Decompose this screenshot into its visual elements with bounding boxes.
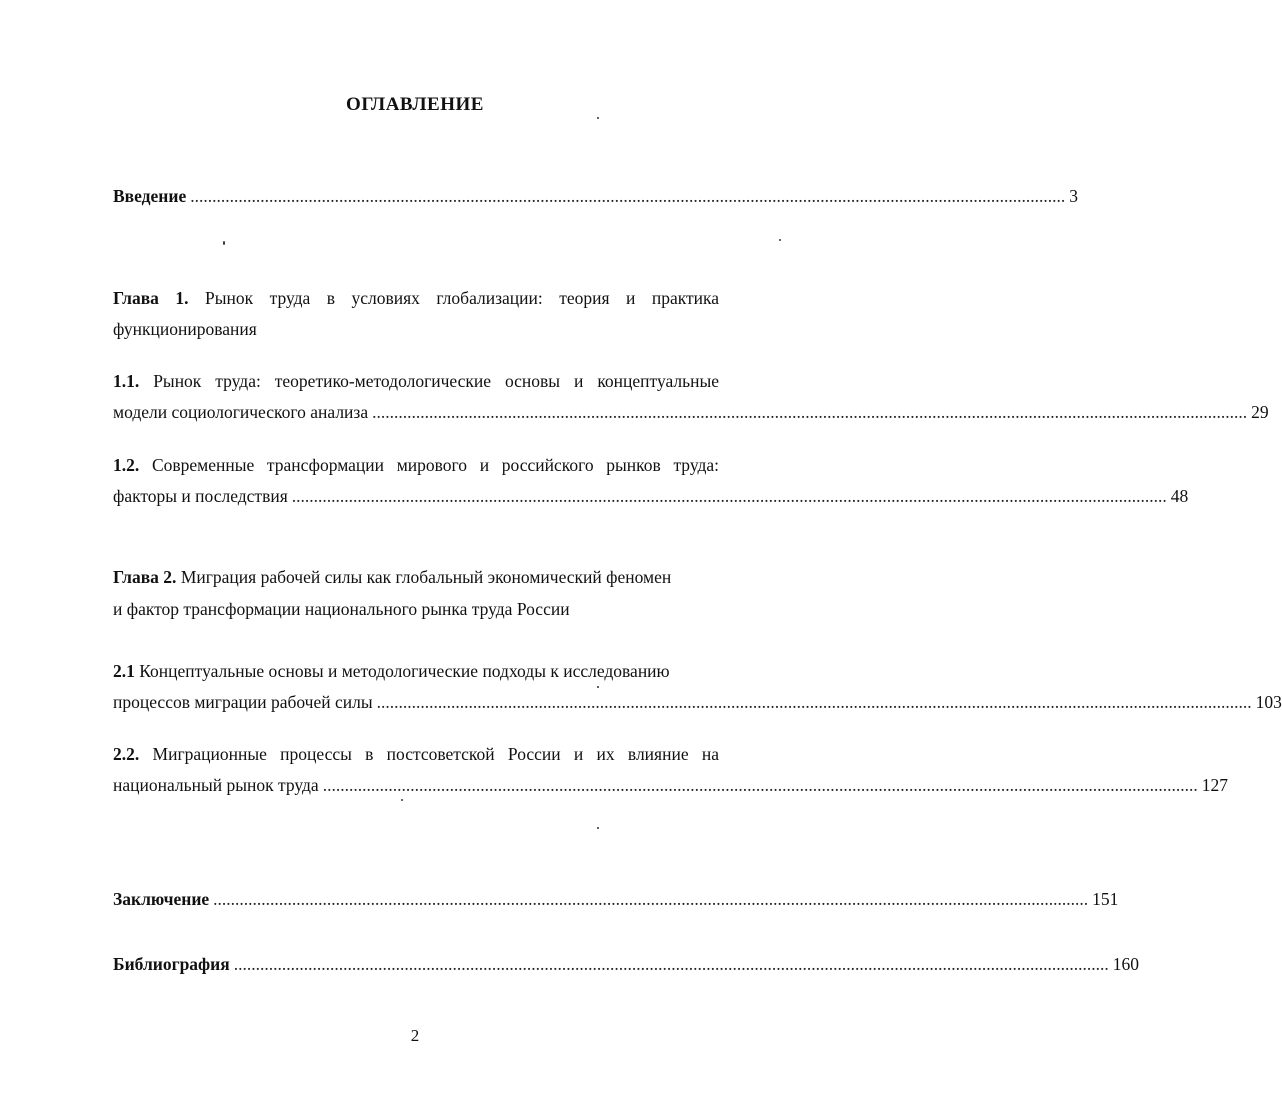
scan-speck [223, 241, 225, 245]
dot-leader: ........................................................................................................................................................................................................ [213, 889, 1089, 909]
toc-section-1-2-line1[interactable] [113, 454, 719, 476]
toc-section-1-2-line2[interactable] [113, 485, 1189, 507]
toc-entry-conclusion[interactable] [113, 888, 1119, 910]
dot-leader: ........................................................................................................................................................................................................ [233, 954, 1109, 974]
scan-speck [401, 799, 403, 801]
toc-page-number: 48 [1170, 486, 1189, 506]
section-number: 1.1. [113, 371, 140, 391]
scan-speck [779, 239, 781, 241]
toc-entry-label: Введение [113, 186, 187, 206]
section-number: 2.1 [113, 661, 135, 681]
toc-page-number: 151 [1092, 889, 1119, 909]
toc-chapter-1-line2 [113, 318, 719, 340]
dot-leader: ........................................................................................................................................................................................................ [376, 692, 1252, 712]
section-title: Современные трансформации мирового и российского рынков труда: [151, 455, 720, 475]
toc-section-2-2-line2[interactable] [113, 774, 1228, 796]
section-title-cont: модели социологического анализа [113, 402, 369, 422]
chapter-title: Рынок труда в условиях глобализации: теория и практика [205, 288, 720, 308]
dot-leader: ........................................................................................................................................................................................................ [190, 186, 1066, 206]
scan-speck [597, 686, 599, 688]
toc-section-2-1-line1[interactable] [113, 660, 719, 682]
dot-leader: ........................................................................................................................................................................................................ [291, 486, 1167, 506]
section-number: 2.2. [113, 744, 140, 764]
scan-speck [597, 117, 599, 119]
toc-chapter-1-line1[interactable] [113, 287, 719, 309]
dot-leader: ........................................................................................................................................................................................................ [322, 775, 1198, 795]
section-title: Концептуальные основы и методологические подходы к исследованию [139, 661, 670, 681]
toc-section-2-1-line2[interactable] [113, 691, 1282, 713]
toc-entry-label: Заключение [113, 889, 210, 909]
toc-section-1-1-line1[interactable] [113, 370, 719, 392]
chapter-title-cont: и фактор трансформации национального рынка труда России [113, 599, 570, 619]
toc-section-1-1-line2[interactable] [113, 401, 1269, 423]
toc-page-number: 127 [1201, 775, 1228, 795]
chapter-title: Миграция рабочей силы как глобальный экономический феномен [180, 567, 672, 587]
page-number: 2 [410, 1026, 420, 1045]
toc-entry-bibliography[interactable] [113, 953, 1139, 975]
dot-leader: ........................................................................................................................................................................................................ [372, 402, 1248, 422]
toc-chapter-2-line2 [113, 598, 719, 620]
toc-section-2-2-line1[interactable] [113, 743, 719, 765]
chapter-number: Глава 2. [113, 567, 177, 587]
toc-page-number: 29 [1251, 402, 1269, 422]
section-title-cont: национальный рынок труда [113, 775, 319, 795]
toc-entry-intro[interactable] [113, 185, 1078, 207]
page-title: ОГЛАВЛЕНИЕ [346, 94, 484, 115]
chapter-number: Глава 1. [113, 288, 189, 308]
section-title-cont: факторы и последствия [113, 486, 288, 506]
toc-page-number: 103 [1255, 692, 1282, 712]
section-title-cont: процессов миграции рабочей силы [113, 692, 373, 712]
toc-chapter-2-line1[interactable] [113, 566, 719, 588]
section-title: Рынок труда: теоретико-методологические основы и концептуальные [153, 371, 720, 391]
scan-speck [597, 827, 599, 829]
toc-page-number: 160 [1112, 954, 1139, 974]
toc-page-number: 3 [1069, 186, 1078, 206]
chapter-title-cont: функционирования [113, 319, 257, 339]
section-number: 1.2. [113, 455, 140, 475]
toc-entry-label: Библиография [113, 954, 230, 974]
section-title: Миграционные процессы в постсоветской России и их влияние на [152, 744, 719, 764]
